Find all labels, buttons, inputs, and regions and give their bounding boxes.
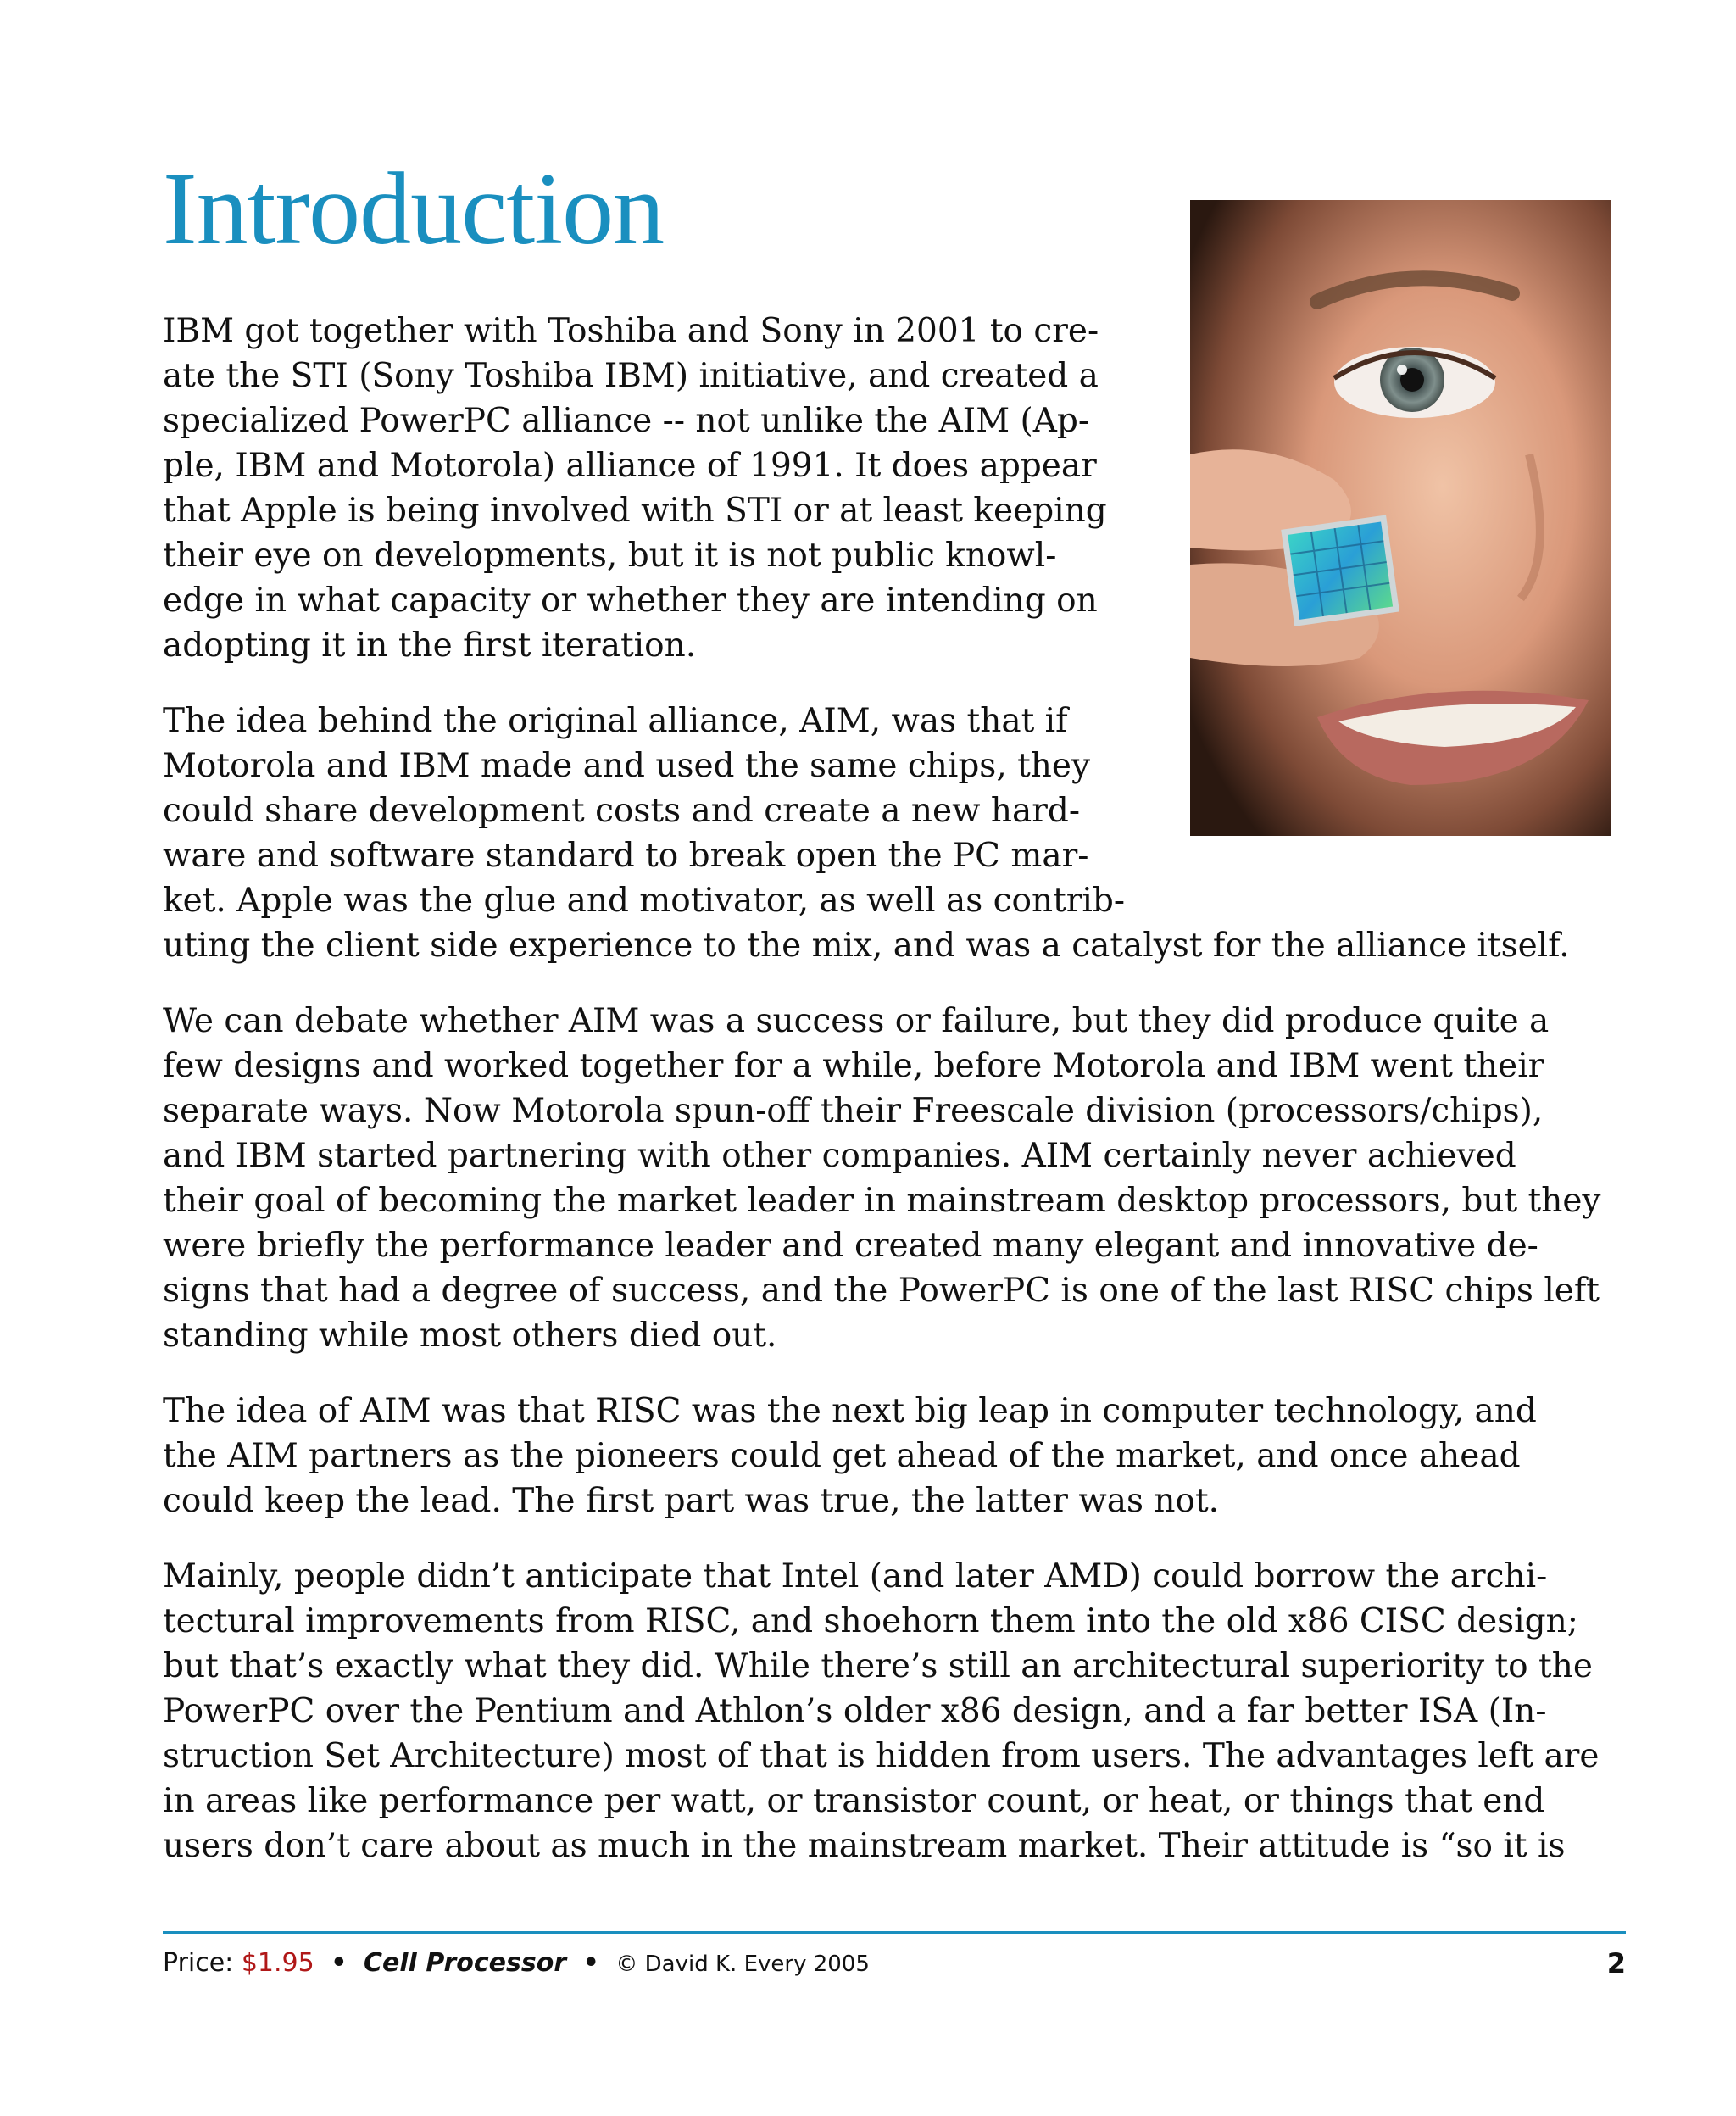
text-line: standing while most others died out. (163, 1317, 777, 1355)
text-line: and IBM started partnering with other companies. AIM certainly never achieved (163, 1137, 1516, 1175)
paragraph-spacer (163, 968, 1626, 999)
text-line: were briefly the performance leader and created many elegant and innovative de- (163, 1227, 1538, 1265)
paragraph-spacer (163, 1523, 1626, 1554)
text-line: signs that had a degree of success, and the PowerPC is one of the last RISC chips left (163, 1272, 1600, 1310)
text-line: their goal of becoming the market leader in mainstream desktop processors, but they (163, 1182, 1601, 1220)
text-line: their eye on developments, but it is not public knowl- (163, 537, 1057, 575)
text-line: PowerPC over the Pentium and Athlon’s older x86 design, and a far better ISA (In- (163, 1692, 1547, 1730)
text-line: struction Set Architecture) most of that is hidden from users. The advantages left are (163, 1737, 1600, 1775)
text-line: ware and software standard to break open the PC mar- (163, 837, 1089, 875)
text-line: We can debate whether AIM was a success or failure, but they did produce quite a (163, 1002, 1550, 1040)
copyright-notice: © David K. Every 2005 (615, 1952, 870, 1977)
text-line: The idea of AIM was that RISC was the next big leap in computer technology, and (163, 1392, 1537, 1430)
text-line: Motorola and IBM made and used the same chips, they (163, 747, 1091, 785)
paragraph-5 (163, 1554, 1626, 1868)
paragraph-4 (163, 1389, 1626, 1523)
publication-title: Cell Processor (364, 1948, 567, 1978)
text-line: uting the client side experience to the mix, and was a catalyst for the alliance itself. (163, 927, 1570, 965)
paragraph-2 (163, 699, 1626, 968)
text-line: few designs and worked together for a while, before Motorola and IBM went their (163, 1047, 1544, 1085)
text-line: could share development costs and create a new hard- (163, 792, 1081, 830)
text-line: adopting it in the first iteration. (163, 626, 697, 665)
text-line: ple, IBM and Motorola) alliance of 1991. It does appear (163, 447, 1097, 485)
text-line: IBM got together with Toshiba and Sony in 2001 to cre- (163, 312, 1099, 350)
text-line: the AIM partners as the pioneers could get ahead of the market, and once ahead (163, 1437, 1521, 1475)
text-line: that Apple is being involved with STI or at least keeping (163, 492, 1107, 530)
text-line: in areas like performance per watt, or transistor count, or heat, or things that end (163, 1782, 1545, 1820)
bullet-separator: • (331, 1948, 348, 1978)
text-line: ate the STI (Sony Toshiba IBM) initiative, and created a (163, 357, 1099, 395)
text-line: separate ways. Now Motorola spun-off their Freescale division (processors/chips), (163, 1092, 1544, 1130)
paragraph-3 (163, 999, 1626, 1358)
price-value: $1.95 (241, 1948, 314, 1978)
footer-divider (163, 1931, 1626, 1934)
paragraph-1 (163, 309, 1626, 668)
page-number: 2 (1606, 1947, 1626, 1980)
page-footer (163, 1945, 1626, 1982)
text-line: could keep the lead. The first part was true, the latter was not. (163, 1482, 1220, 1520)
text-line: edge in what capacity or whether they are intending on (163, 582, 1098, 620)
bullet-separator: • (582, 1948, 599, 1978)
article-body (163, 309, 1626, 1868)
paragraph-spacer (163, 1358, 1626, 1389)
text-line: users don’t care about as much in the mainstream market. Their attitude is “so it is (163, 1827, 1566, 1865)
text-line: but that’s exactly what they did. While there’s still an architectural superiority to the (163, 1647, 1593, 1685)
text-line: ket. Apple was the glue and motivator, as well as contrib- (163, 882, 1125, 920)
page-title: Introduction (163, 152, 665, 266)
text-line: Mainly, people didn’t anticipate that Intel (and later AMD) could borrow the archi- (163, 1557, 1548, 1595)
text-line: The idea behind the original alliance, AIM, was that if (163, 702, 1068, 740)
text-line: tectural improvements from RISC, and shoehorn them into the old x86 CISC design; (163, 1602, 1578, 1640)
price-label: Price: (163, 1948, 234, 1978)
text-line: specialized PowerPC alliance -- not unlike the AIM (Ap- (163, 402, 1090, 440)
paragraph-spacer (163, 668, 1626, 699)
